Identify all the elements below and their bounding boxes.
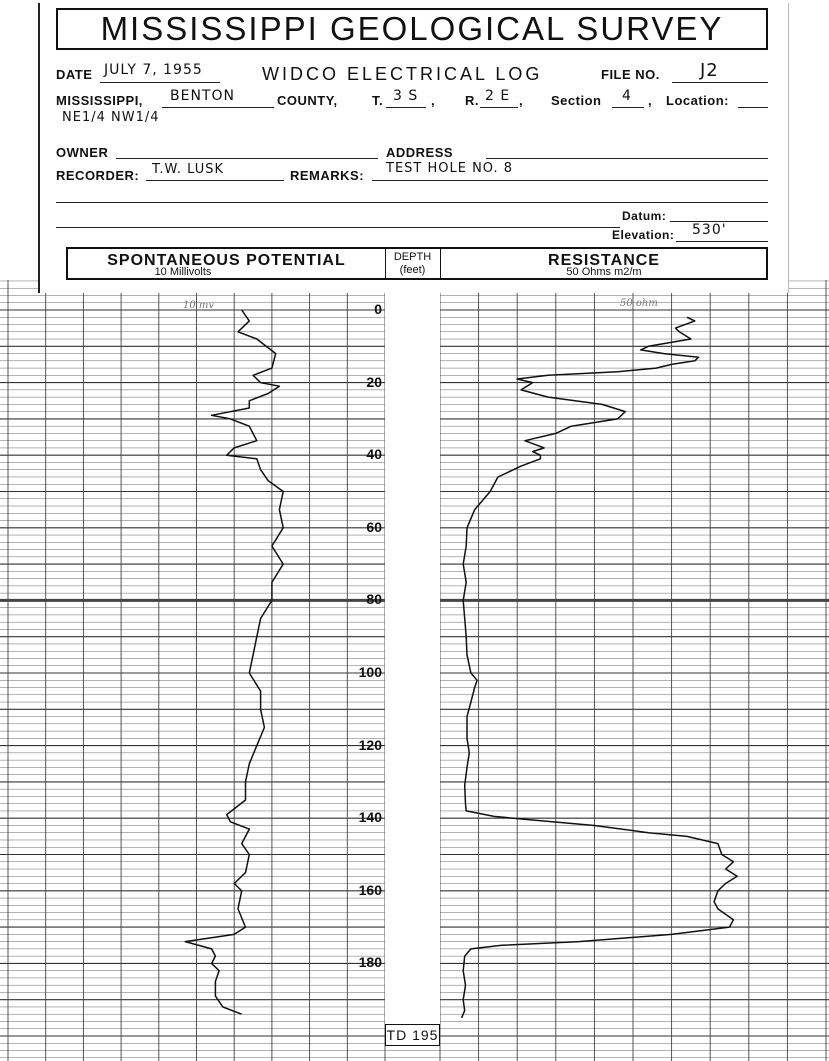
range-value: 2 E bbox=[485, 88, 511, 104]
column-header-bar bbox=[66, 247, 768, 280]
section-label: Section bbox=[551, 93, 602, 108]
file-no-value: J2 bbox=[700, 60, 719, 81]
depth-column bbox=[385, 280, 440, 1024]
owner-line bbox=[116, 158, 378, 159]
remarks-value: TEST HOLE NO. 8 bbox=[386, 161, 514, 176]
date-value: JULY 7, 1955 bbox=[104, 62, 203, 78]
recorder-line bbox=[146, 180, 284, 181]
range-comma: , bbox=[519, 93, 524, 108]
blank-line-1 bbox=[56, 202, 768, 203]
elevation-label: Elevation: bbox=[612, 228, 675, 242]
state-label: MISSISSIPPI, bbox=[56, 93, 143, 108]
section-comma: , bbox=[648, 93, 653, 108]
depth-column-title: DEPTH bbox=[393, 251, 432, 263]
elevation-value: 530' bbox=[692, 222, 727, 238]
depth-tick-label: 180 bbox=[358, 954, 382, 971]
file-no-label: FILE NO. bbox=[601, 67, 660, 82]
resistance-column-units: 50 Ohms m2/m bbox=[566, 266, 642, 278]
owner-label: OWNER bbox=[56, 145, 109, 160]
county-label: COUNTY, bbox=[277, 93, 338, 108]
blank-line-2 bbox=[56, 227, 620, 228]
remarks-line bbox=[372, 180, 768, 181]
recorder-value: T.W. LUSK bbox=[152, 162, 225, 177]
depth-tick-label: 160 bbox=[358, 881, 382, 898]
location-value: NE1/4 NW1/4 bbox=[62, 110, 160, 125]
datum-label: Datum: bbox=[622, 209, 667, 223]
township-value: 3 S bbox=[393, 88, 419, 104]
depth-tick-label: 80 bbox=[366, 591, 382, 608]
section-line bbox=[612, 107, 644, 108]
log-title: WIDCO ELECTRICAL LOG bbox=[262, 64, 543, 84]
section-value: 4 bbox=[622, 88, 632, 104]
depth-tick-label: 140 bbox=[358, 809, 382, 826]
survey-title: MISSISSIPPI GEOLOGICAL SURVEY bbox=[56, 8, 768, 50]
depth-column-units: (feet) bbox=[399, 264, 426, 276]
column-separator-right bbox=[440, 249, 441, 278]
county-value: BENTON bbox=[170, 88, 235, 104]
sp-scale-note: 10 mv bbox=[183, 300, 215, 311]
location-label: Location: bbox=[666, 93, 729, 108]
county-line bbox=[162, 107, 274, 108]
depth-tick-label: 100 bbox=[358, 664, 382, 680]
township-line bbox=[386, 107, 426, 108]
remarks-label: REMARKS: bbox=[290, 168, 365, 183]
location-line bbox=[738, 107, 768, 108]
range-label: R. bbox=[465, 93, 479, 108]
depth-tick-label: 120 bbox=[358, 736, 382, 753]
recorder-label: RECORDER: bbox=[56, 168, 140, 183]
address-label: ADDRESS bbox=[386, 145, 454, 160]
address-line bbox=[486, 158, 768, 159]
elevation-line bbox=[676, 241, 768, 242]
range-line bbox=[480, 107, 518, 108]
file-no-line bbox=[672, 82, 768, 83]
depth-tick-label: 40 bbox=[366, 446, 382, 463]
depth-tick-label: 20 bbox=[366, 373, 382, 390]
township-comma: , bbox=[431, 93, 436, 108]
sp-column-title: SPONTANEOUS POTENTIAL bbox=[107, 252, 346, 269]
resistance-scale-note: 50 ohm bbox=[620, 298, 658, 309]
sp-column-units: 10 Millivolts bbox=[154, 266, 212, 278]
date-label: DATE bbox=[56, 67, 93, 82]
total-depth-box: TD 195 bbox=[385, 1024, 440, 1046]
township-label: T. bbox=[372, 93, 384, 108]
resistance-column-title: RESISTANCE bbox=[548, 252, 660, 269]
depth-tick-label: 0 bbox=[374, 301, 382, 317]
date-line bbox=[100, 82, 220, 83]
depth-tick-label: 60 bbox=[366, 518, 382, 535]
